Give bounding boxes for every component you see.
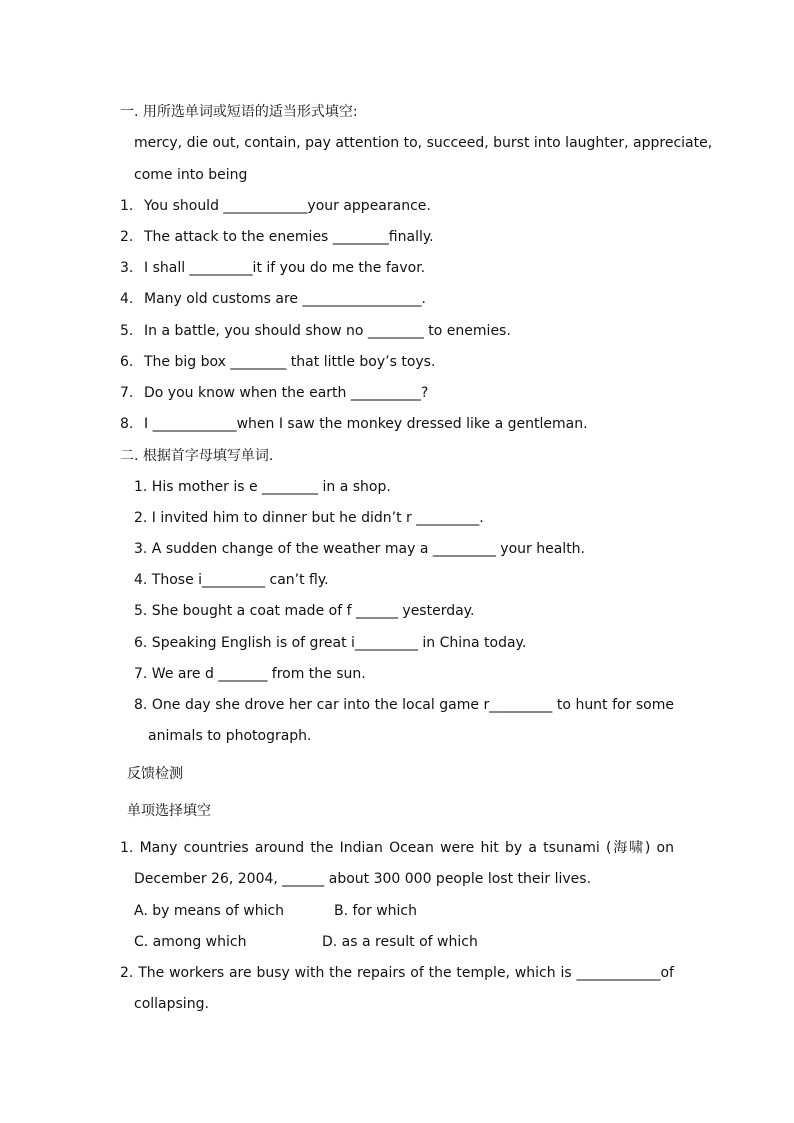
initial-letter-item-8-line-1: 8. One day she drove her car into the local game r_________ to hunt for some: [134, 697, 674, 713]
word-list-line-1: mercy, die out, contain, pay attention to, succeed, burst into laughter, appreciate,: [134, 135, 713, 151]
item-number: 2.: [120, 229, 134, 245]
option-b: B. for which: [334, 903, 417, 919]
initial-letter-item-2: 2. I invited him to dinner but he didn’t r _________.: [134, 510, 484, 526]
item-text: I ____________when I saw the monkey dressed like a gentleman.: [144, 416, 588, 432]
question-1-line-2: December 26, 2004, ______ about 300 000 people lost their lives.: [134, 871, 592, 887]
initial-letter-item-8-line-2: animals to photograph.: [148, 728, 312, 744]
initial-letter-item-1: 1. His mother is e ________ in a shop.: [134, 479, 391, 495]
item-number: 4.: [120, 291, 134, 307]
item-text: In a battle, you should show no ________ to enemies.: [144, 323, 511, 339]
initial-letter-item-3: 3. A sudden change of the weather may a _________ your health.: [134, 541, 586, 557]
item-text: You should ____________your appearance.: [144, 198, 431, 214]
item-text: The attack to the enemies ________finally.: [144, 229, 434, 245]
section1-heading: 一. 用所选单词或短语的适当形式填空:: [120, 104, 358, 120]
word-list-line-2: come into being: [134, 167, 248, 183]
option-d: D. as a result of which: [322, 934, 478, 950]
initial-letter-item-7: 7. We are d _______ from the sun.: [134, 666, 366, 682]
item-text: Many old customs are _________________.: [144, 291, 426, 307]
item-text: I shall _________it if you do me the favor.: [144, 260, 426, 276]
item-text: The big box ________ that little boy’s toys.: [144, 354, 436, 370]
question-1-line-1: 1. Many countries around the Indian Ocean were hit by a tsunami (海啸) on: [120, 840, 674, 856]
initial-letter-item-4: 4. Those i_________ can’t fly.: [134, 572, 329, 588]
option-a: A. by means of which: [134, 903, 285, 919]
initial-letter-item-5: 5. She bought a coat made of f ______ yesterday.: [134, 603, 475, 619]
item-number: 7.: [120, 385, 134, 401]
initial-letter-item-6: 6. Speaking English is of great i_________ in China today.: [134, 635, 527, 651]
section2-heading: 二. 根据首字母填写单词.: [120, 448, 274, 464]
item-number: 5.: [120, 323, 134, 339]
item-text: Do you know when the earth __________?: [144, 385, 429, 401]
option-c: C. among which: [134, 934, 247, 950]
question-2-line-2: collapsing.: [134, 996, 209, 1012]
item-number: 6.: [120, 354, 134, 370]
item-number: 8.: [120, 416, 134, 432]
item-number: 3.: [120, 260, 134, 276]
question-2-line-1: 2. The workers are busy with the repairs of the temple, which is ____________of: [120, 965, 674, 981]
feedback-heading: 反馈检测: [127, 766, 183, 782]
item-number: 1.: [120, 198, 134, 214]
multiple-choice-heading: 单项选择填空: [127, 803, 211, 819]
